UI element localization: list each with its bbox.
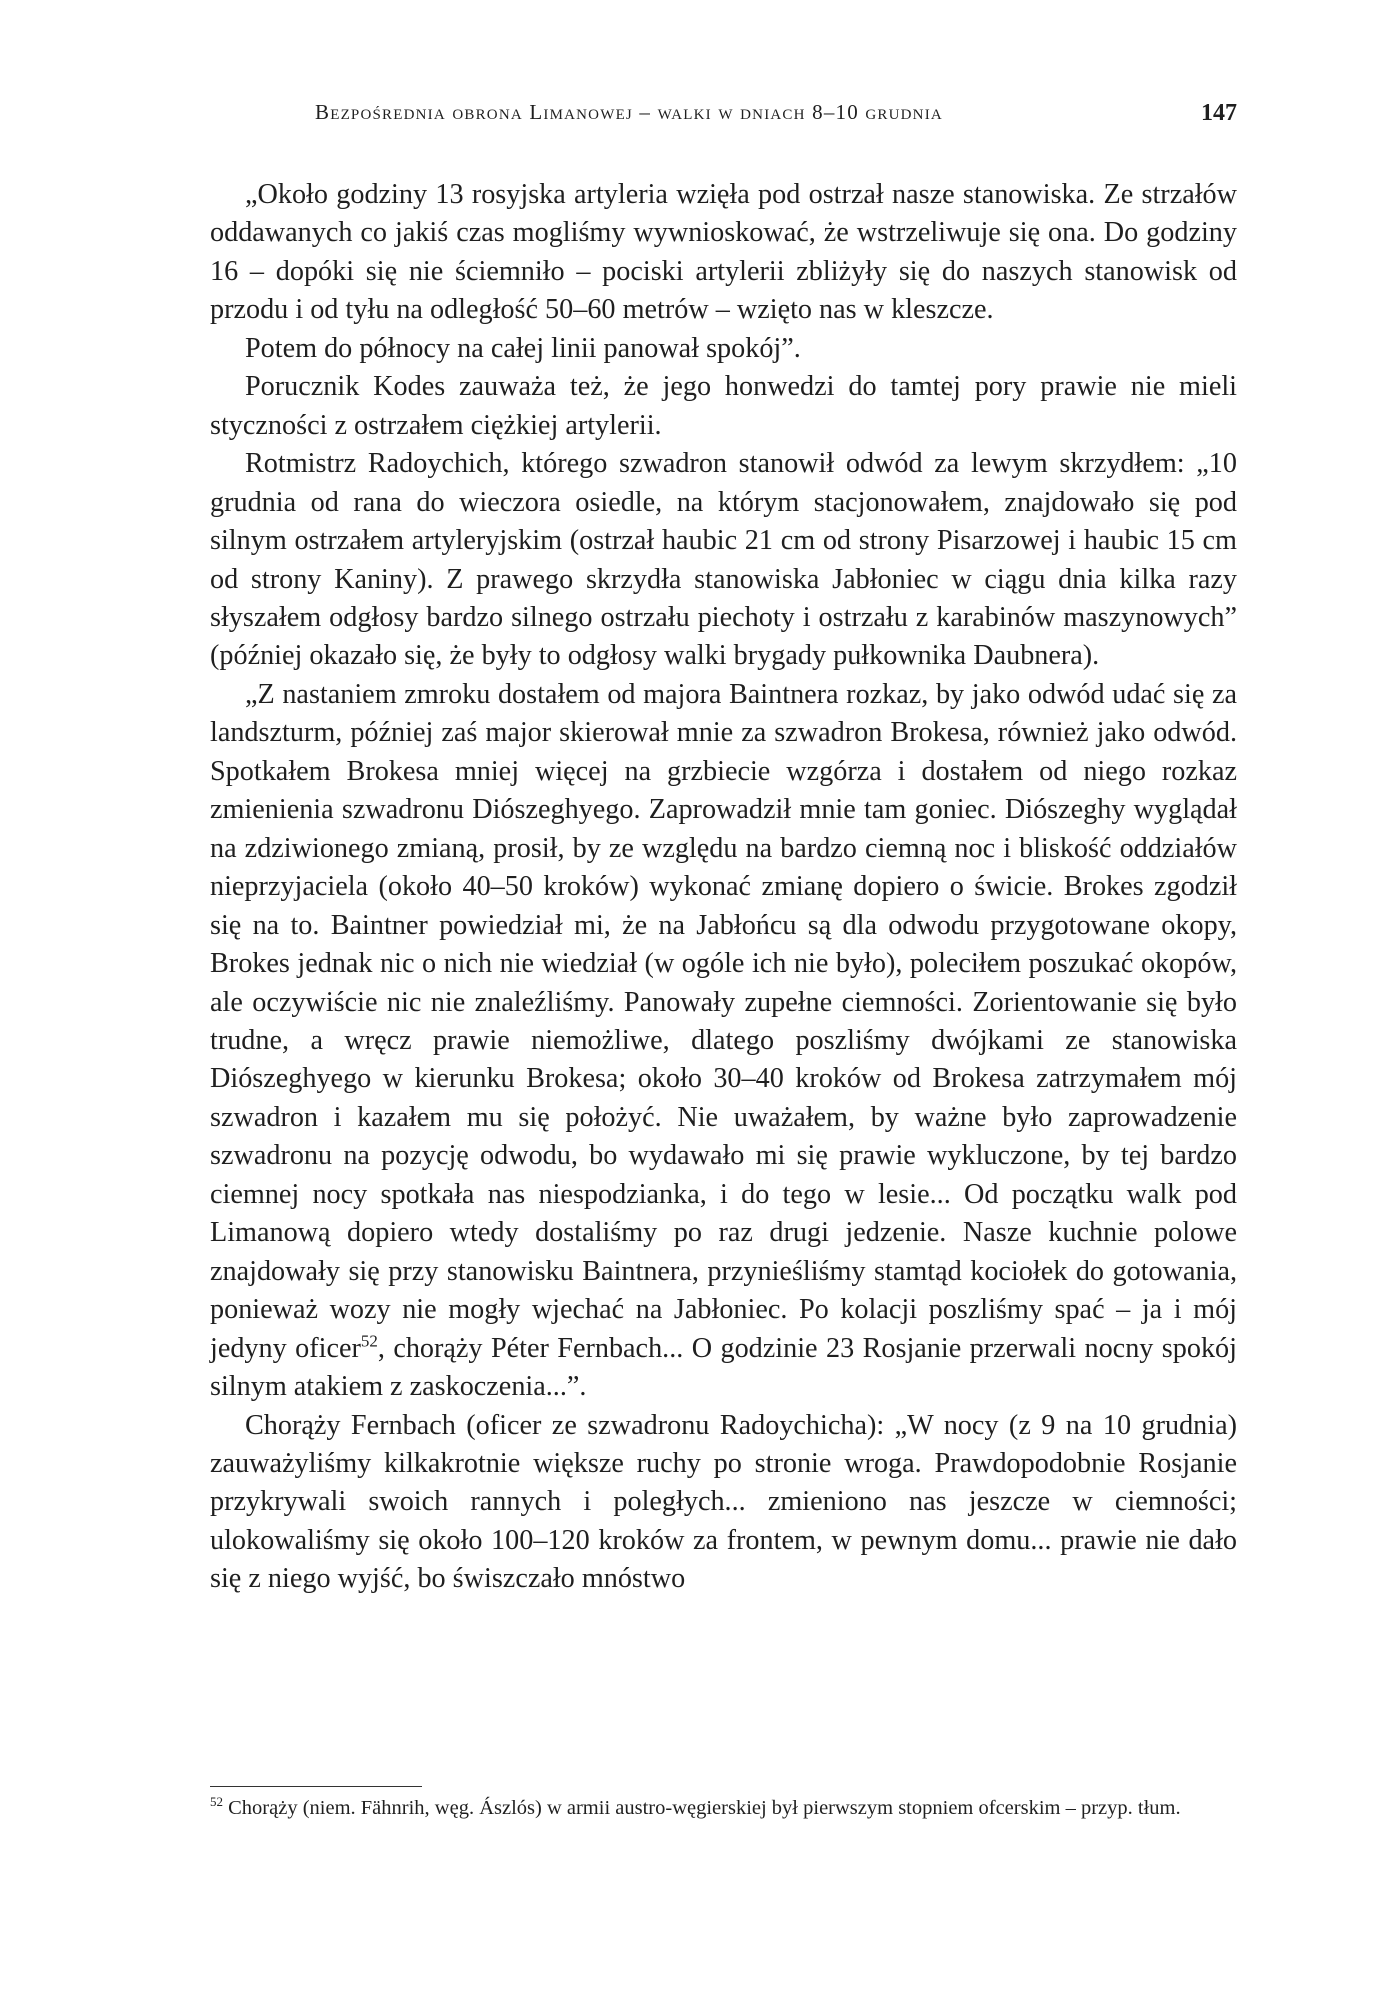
page-number: 147 (1201, 100, 1237, 126)
running-header (210, 100, 1237, 140)
footnote (210, 1793, 1237, 1823)
footnote-divider (210, 1786, 422, 1787)
paragraph: Potem do północy na całej linii panował spokój”. (245, 332, 801, 364)
paragraph: Porucznik Kodes zauważa też, że jego honwedzi do tamtej pory prawie nie mieli styczności z ostrzałem ciężkiej artylerii. (210, 371, 1237, 441)
paragraph: Chorąży Fernbach (oficer ze szwadronu Radoychicha): „W nocy (z 9 na 10 grudnia) zauważyliśmy kilkakrotnie większe ruchy po stronie wroga. Prawdopodobnie Rosjanie przykrywali swoich rannych i poległych... zmieniono nas jeszcze w ciemności; ulokowaliśmy się około 100–120 kroków za frontem, w pewnym domu... prawie nie dało się z niego wyjść, bo świszczało mnóstwo (210, 1409, 1237, 1595)
running-title: Bezpośrednia obrona Limanowej – walki w dniach 8–10 grudnia (315, 100, 943, 124)
paragraph: Rotmistrz Radoychich, którego szwadron stanowił odwód za lewym skrzydłem: „10 grudnia od rana do wieczora osiedle, na którym stacjonowałem, znajdowało się pod silnym ostrzałem artyleryjskim (ostrzał haubic 21 cm od strony Pisarzowej i haubic 15 cm od strony Kaniny). Z prawego skrzydła stanowiska Jabłoniec w ciągu dnia kilka razy słyszałem odgłosy bardzo silnego ostrzału piechoty i ostrzału z karabinów maszynowych” (później okazało się, że były to odgłosy walki brygady pułkownika Daubnera). (210, 448, 1237, 672)
paragraph-text: „Z nastaniem zmroku dostałem od majora Baintnera rozkaz, by jako odwód udać się za landszturm, później zaś major skierował mnie za szwadron Brokesa, również jako odwód. Spotkałem Brokesa mniej więcej na grzbiecie wzgórza i dostałem od niego rozkaz zmienienia szwadronu Diószeghyego. Zaprowadził mnie tam goniec. Diószeghy wyglądał na zdziwionego zmianą, prosił, by ze względu na bardzo ciemną noc i bliskość oddziałów nieprzyjaciela (około 40–50 kroków) wykonać zmianę dopiero o świcie. Brokes zgodził się na to. Baintner powiedział mi, że na Jabłońcu są dla odwodu przygotowane okopy, Brokes jednak nic o nich nie wiedział (w ogóle ich nie było), poleciłem poszukać okopów, ale oczywiście nic nie znaleźliśmy. Panowały zupełne ciemności. Zorientowanie się było trudne, a wręcz prawie niemożliwe, dlatego poszliśmy dwójkami ze stanowiska Diószeghyego w kierunku Brokesa; około 30–40 kroków od Brokesa zatrzymałem mój szwadron i kazałem mu się położyć. Nie uważałem, by ważne było zaprowadzenie szwadronu na pozycję odwodu, bo wydawało mi się prawie wykluczone, by tej bardzo ciemnej nocy spotkała nas niespodzianka, i do tego w lesie... Od początku walk pod Limanową dopiero wtedy dostaliśmy po raz drugi jedzenie. Nasze kuchnie polowe znajdowały się przy stanowisku Baintnera, przynieśliśmy stamtąd kociołek do gotowania, ponieważ wozy nie mogły wjechać na Jabłoniec. Po kolacji poszliśmy spać – ja i mój jedyny oficer (210, 678, 1237, 1364)
paragraph (210, 676, 1237, 1407)
paragraph: „Około godziny 13 rosyjska artyleria wzięła pod ostrzał nasze stanowiska. Ze strzałów oddawanych co jakiś czas mogliśmy wywnioskować, że wstrzeliwuje się ona. Do godziny 16 – dopóki się nie ściemniło – pociski artylerii zbliżyły się do naszych stanowisk od przodu i od tyłu na odległość 50–60 metrów – wzięto nas w kleszcze. (210, 179, 1237, 326)
body-text (210, 176, 1237, 1599)
footnote-number: 52 (210, 1794, 223, 1810)
footnote-text: Chorąży (niem. Fähnrih, węg. Ászlós) w armii austro-węgierskiej był pierwszym stopniem ofcerskim – przyp. tłum. (228, 1797, 1181, 1819)
footnote-reference[interactable]: 52 (360, 1331, 378, 1351)
paragraph-text: , chorąży Péter Fernbach... O godzinie 23 Rosjanie przerwali nocny spokój silnym atakiem z zaskoczenia...”. (210, 1332, 1237, 1403)
